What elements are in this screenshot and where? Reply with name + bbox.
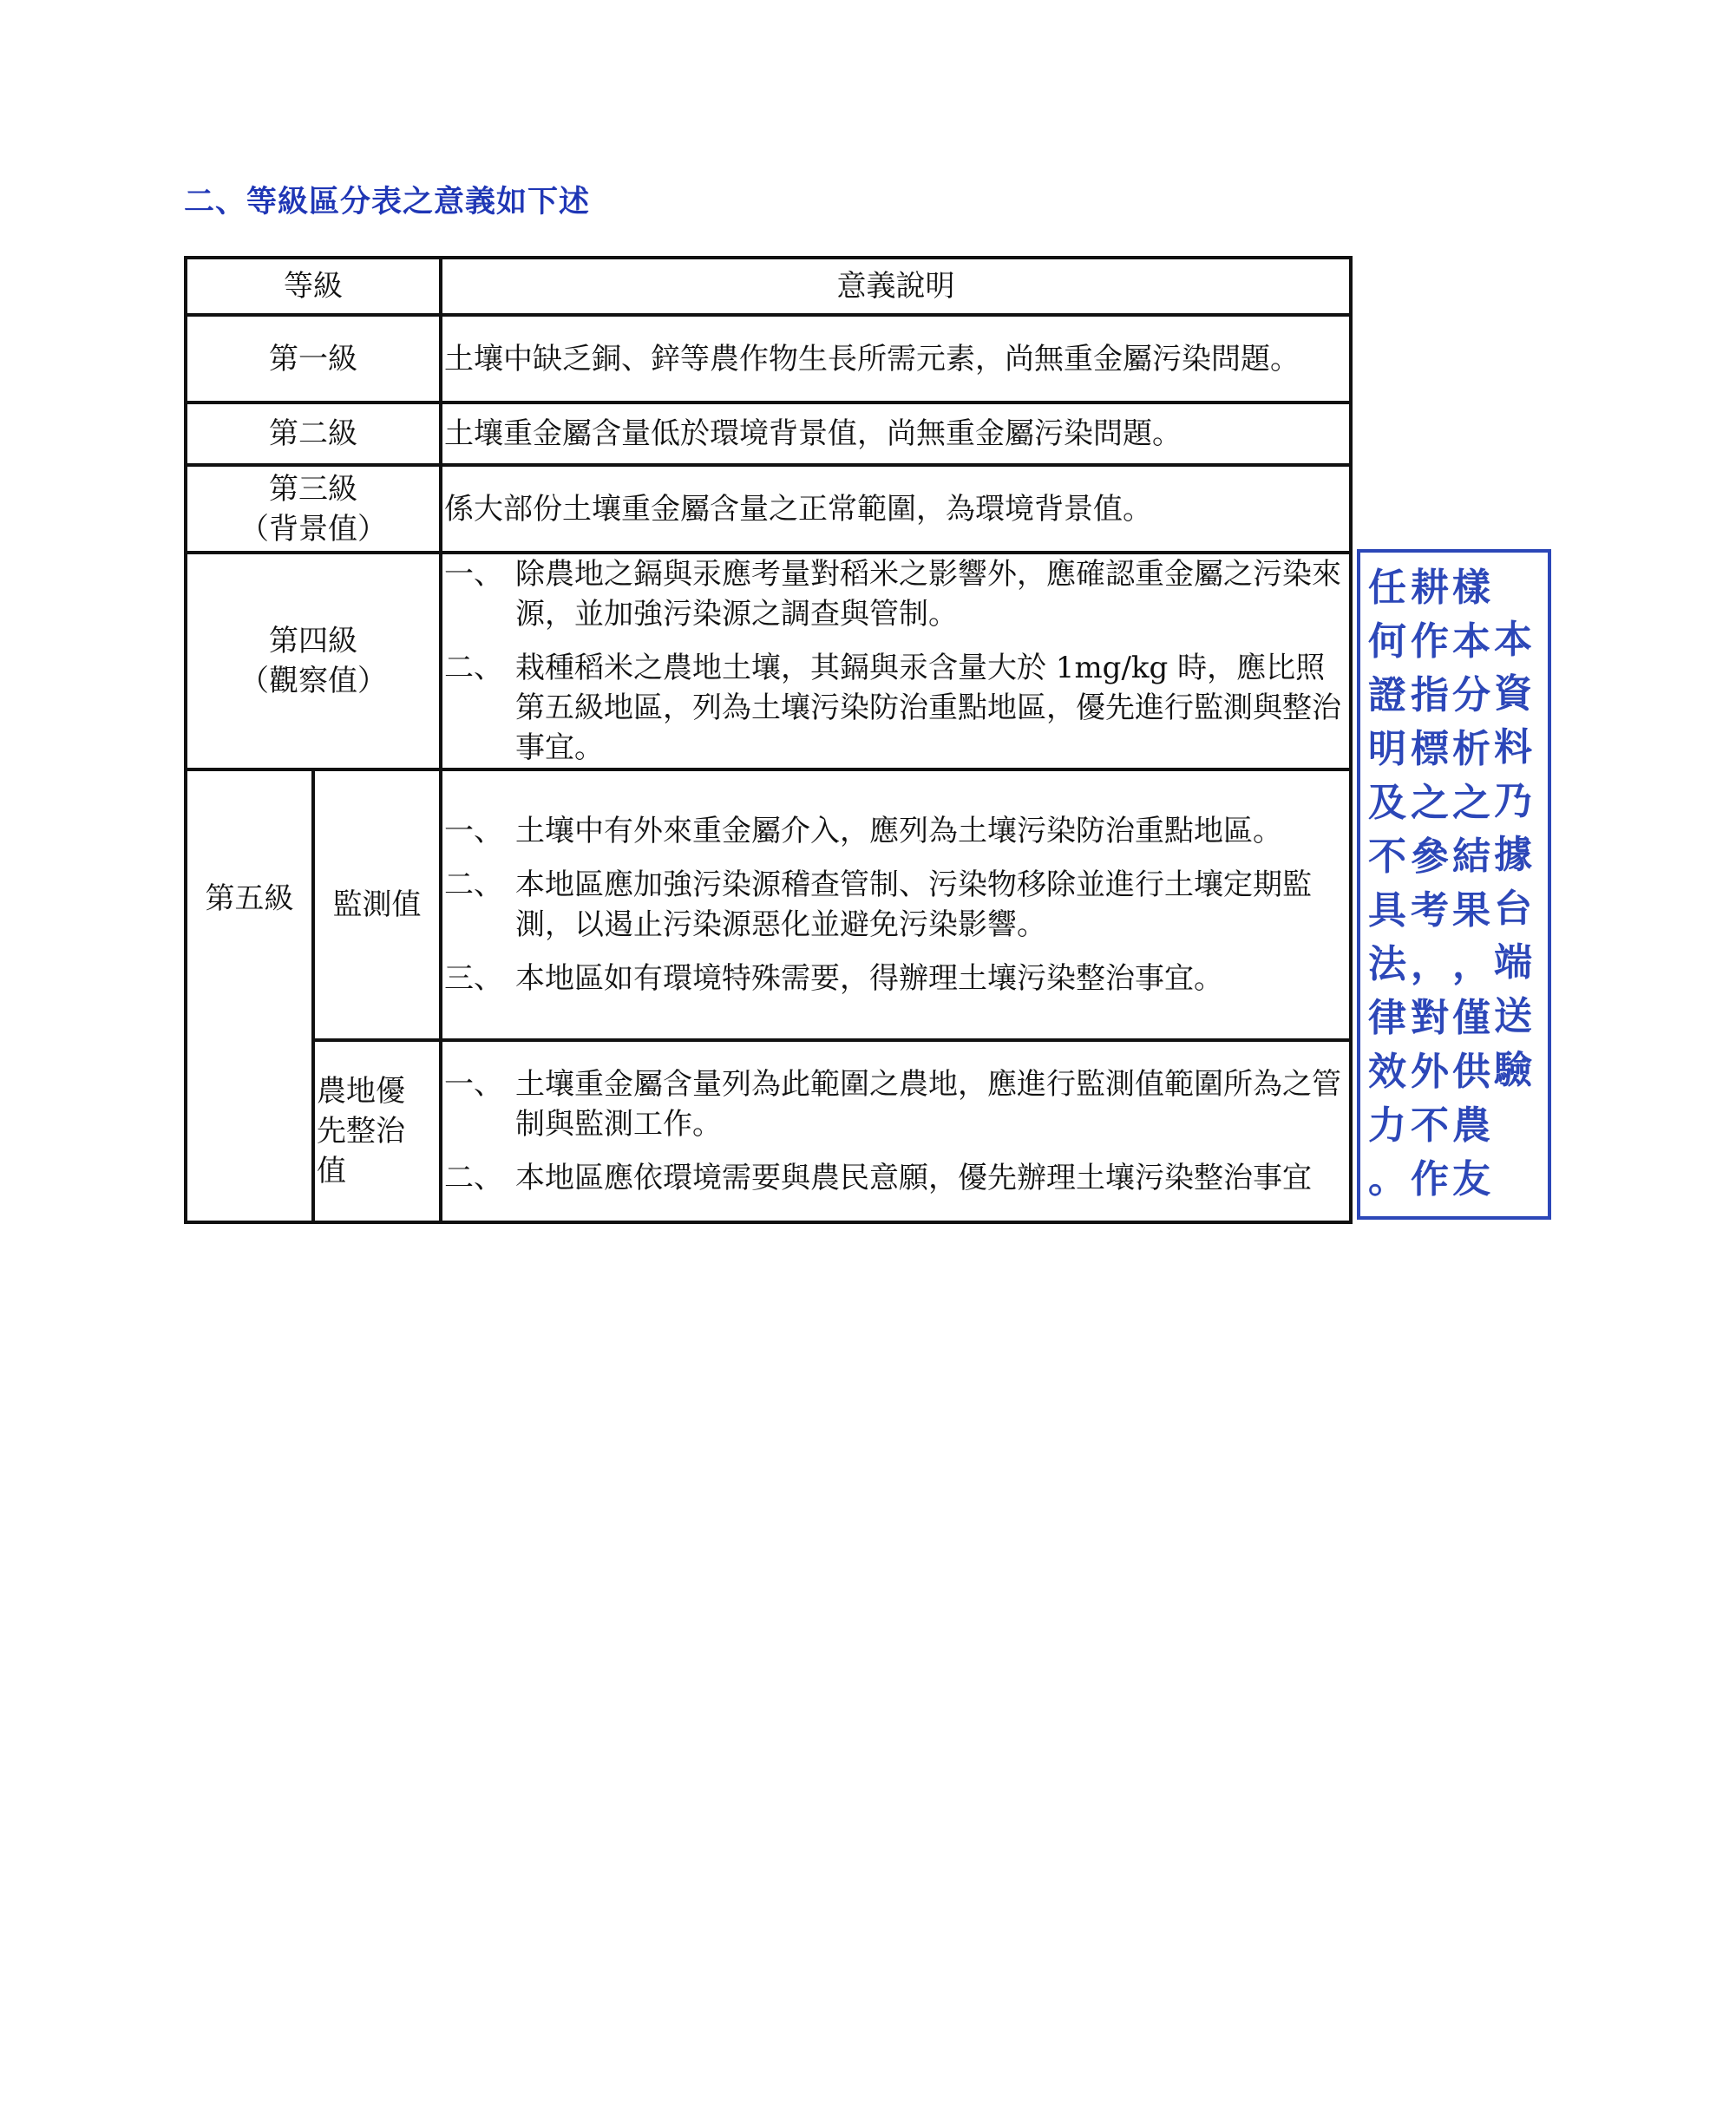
grade-cell (186, 553, 441, 769)
grade-cell (186, 465, 441, 553)
item-number: 一、 (444, 1067, 503, 1102)
header-grade: 等級 (186, 258, 441, 315)
list-item (444, 1158, 1345, 1198)
stamp-character: 作 (1411, 1157, 1449, 1201)
meaning-cell: 土壤中缺乏銅、鋅等農作物生長所需元素，尚無重金屬污染問題。 (441, 315, 1351, 403)
list-item (444, 959, 1345, 998)
table-row (186, 553, 1351, 769)
item-text: 土壤重金屬含量列為此範圍之農地，應進行監測值範圍所為之管制與監測工作。 (515, 1067, 1341, 1142)
stamp-character: 分 (1452, 673, 1490, 717)
list-item (444, 648, 1345, 768)
stamp-character: 耕 (1411, 566, 1449, 610)
item-number: 二、 (444, 1161, 503, 1195)
stamp-character: 考 (1411, 888, 1449, 933)
stamp-character: 法 (1368, 942, 1406, 986)
item-text: 土壤中有外來重金屬介入，應列為土壤污染防治重點地區。 (515, 814, 1282, 848)
grade-cell: 第五級 (186, 769, 313, 1222)
table-row (186, 465, 1351, 553)
stamp-character: 析 (1452, 727, 1490, 771)
stamp-character: 任 (1368, 566, 1406, 610)
grade-label: 第四級 (269, 624, 357, 658)
stamp-character: ， (1452, 942, 1490, 986)
table-row (186, 1040, 1351, 1222)
stamp-character: 具 (1368, 888, 1406, 933)
stamp-character: 何 (1368, 619, 1406, 664)
stamp-character: 據 (1494, 833, 1532, 877)
stamp-character: 端 (1494, 940, 1532, 985)
grade-cell: 第二級 (186, 403, 441, 465)
table-row (186, 403, 1351, 465)
grade-table (184, 256, 1353, 1224)
stamp-character: 標 (1411, 727, 1449, 771)
subgrade-cell: 農地優先整治值 (313, 1040, 441, 1222)
stamp-character: 對 (1411, 996, 1449, 1040)
stamp-character: 資 (1494, 671, 1532, 716)
item-text: 栽種稻米之農地土壤，其鎘與汞含量大於 1mg/kg 時，應比照第五級地區，列為土壤污染防治重點地區，優先進行監測與整治事宜。 (515, 651, 1341, 765)
item-number: 三、 (444, 961, 503, 996)
stamp-character: 。 (1368, 1157, 1406, 1201)
meaning-cell: 係大部份土壤重金屬含量之正常範圍，為環境背景值。 (441, 465, 1351, 553)
grade-label: 第三級 (269, 471, 357, 507)
section-heading: 二、等級區分表之意義如下述 (184, 185, 591, 219)
stamp-character: 台 (1494, 887, 1532, 931)
stamp-character: 指 (1411, 673, 1449, 717)
stamp-character: 明 (1368, 727, 1406, 771)
stamp-character: 外 (1411, 1050, 1449, 1094)
grade-note: （觀察值） (239, 664, 387, 698)
stamp-character: 不 (1368, 835, 1406, 879)
grade-cell: 第一級 (186, 315, 441, 403)
subgrade-cell: 監測值 (313, 769, 441, 1040)
stamp-character: 驗 (1494, 1048, 1532, 1092)
item-number: 二、 (444, 867, 503, 902)
stamp-character: 力 (1368, 1103, 1406, 1148)
item-number: 一、 (444, 557, 503, 592)
stamp-character: 僅 (1452, 996, 1490, 1040)
item-text: 本地區應依環境需要與農民意願，優先辦理土壤污染整治事宜 (515, 1161, 1312, 1195)
list-item (444, 811, 1345, 851)
item-text: 本地區如有環境特殊需要，得辦理土壤污染整治事宜。 (515, 961, 1223, 996)
table-row (186, 769, 1351, 1040)
stamp-character: 果 (1452, 888, 1490, 933)
stamp-text (1368, 566, 1533, 1201)
stamp-character: 樣 (1452, 566, 1490, 610)
stamp-character: 之 (1452, 781, 1490, 825)
stamp-character: 之 (1411, 781, 1449, 825)
header-meaning: 意義說明 (441, 258, 1351, 315)
meaning-cell (441, 769, 1351, 1040)
stamp-character: ， (1411, 942, 1449, 986)
stamp-character: 乃 (1494, 779, 1532, 823)
item-text: 本地區應加強污染源稽查管制、污染物移除並進行土壤定期監測，以遏止污染源惡化並避免污染影響。 (515, 867, 1312, 942)
list-item (444, 865, 1345, 945)
list-item (444, 1064, 1345, 1144)
stamp-character: 不 (1411, 1103, 1449, 1148)
grade-note: （背景值） (239, 511, 387, 547)
meaning-cell: 土壤重金屬含量低於環境背景值，尚無重金屬污染問題。 (441, 403, 1351, 465)
stamp-character: 結 (1452, 835, 1490, 879)
stamp-character: 及 (1368, 781, 1406, 825)
stamp-character: 本 (1494, 618, 1532, 662)
stamp-character: 農 (1452, 1103, 1490, 1148)
item-number: 二、 (444, 651, 503, 685)
list-item (444, 554, 1345, 634)
item-number: 一、 (444, 814, 503, 848)
stamp-character: 證 (1368, 673, 1406, 717)
table-row (186, 315, 1351, 403)
stamp-character: 參 (1411, 835, 1449, 879)
disclaimer-stamp (1356, 548, 1552, 1221)
stamp-character: 送 (1494, 994, 1532, 1038)
stamp-character: 效 (1368, 1050, 1406, 1094)
stamp-character: 作 (1411, 619, 1449, 664)
stamp-character: 友 (1452, 1157, 1490, 1201)
stamp-character: 本 (1452, 619, 1490, 664)
stamp-character: 料 (1494, 725, 1532, 769)
meaning-cell (441, 553, 1351, 769)
stamp-character: 律 (1368, 996, 1406, 1040)
item-text: 除農地之鎘與汞應考量對稻米之影響外，應確認重金屬之污染來源，並加強污染源之調查與管制。 (515, 557, 1341, 632)
stamp-character: 供 (1452, 1050, 1490, 1094)
table-header-row (186, 258, 1351, 315)
meaning-cell (441, 1040, 1351, 1222)
